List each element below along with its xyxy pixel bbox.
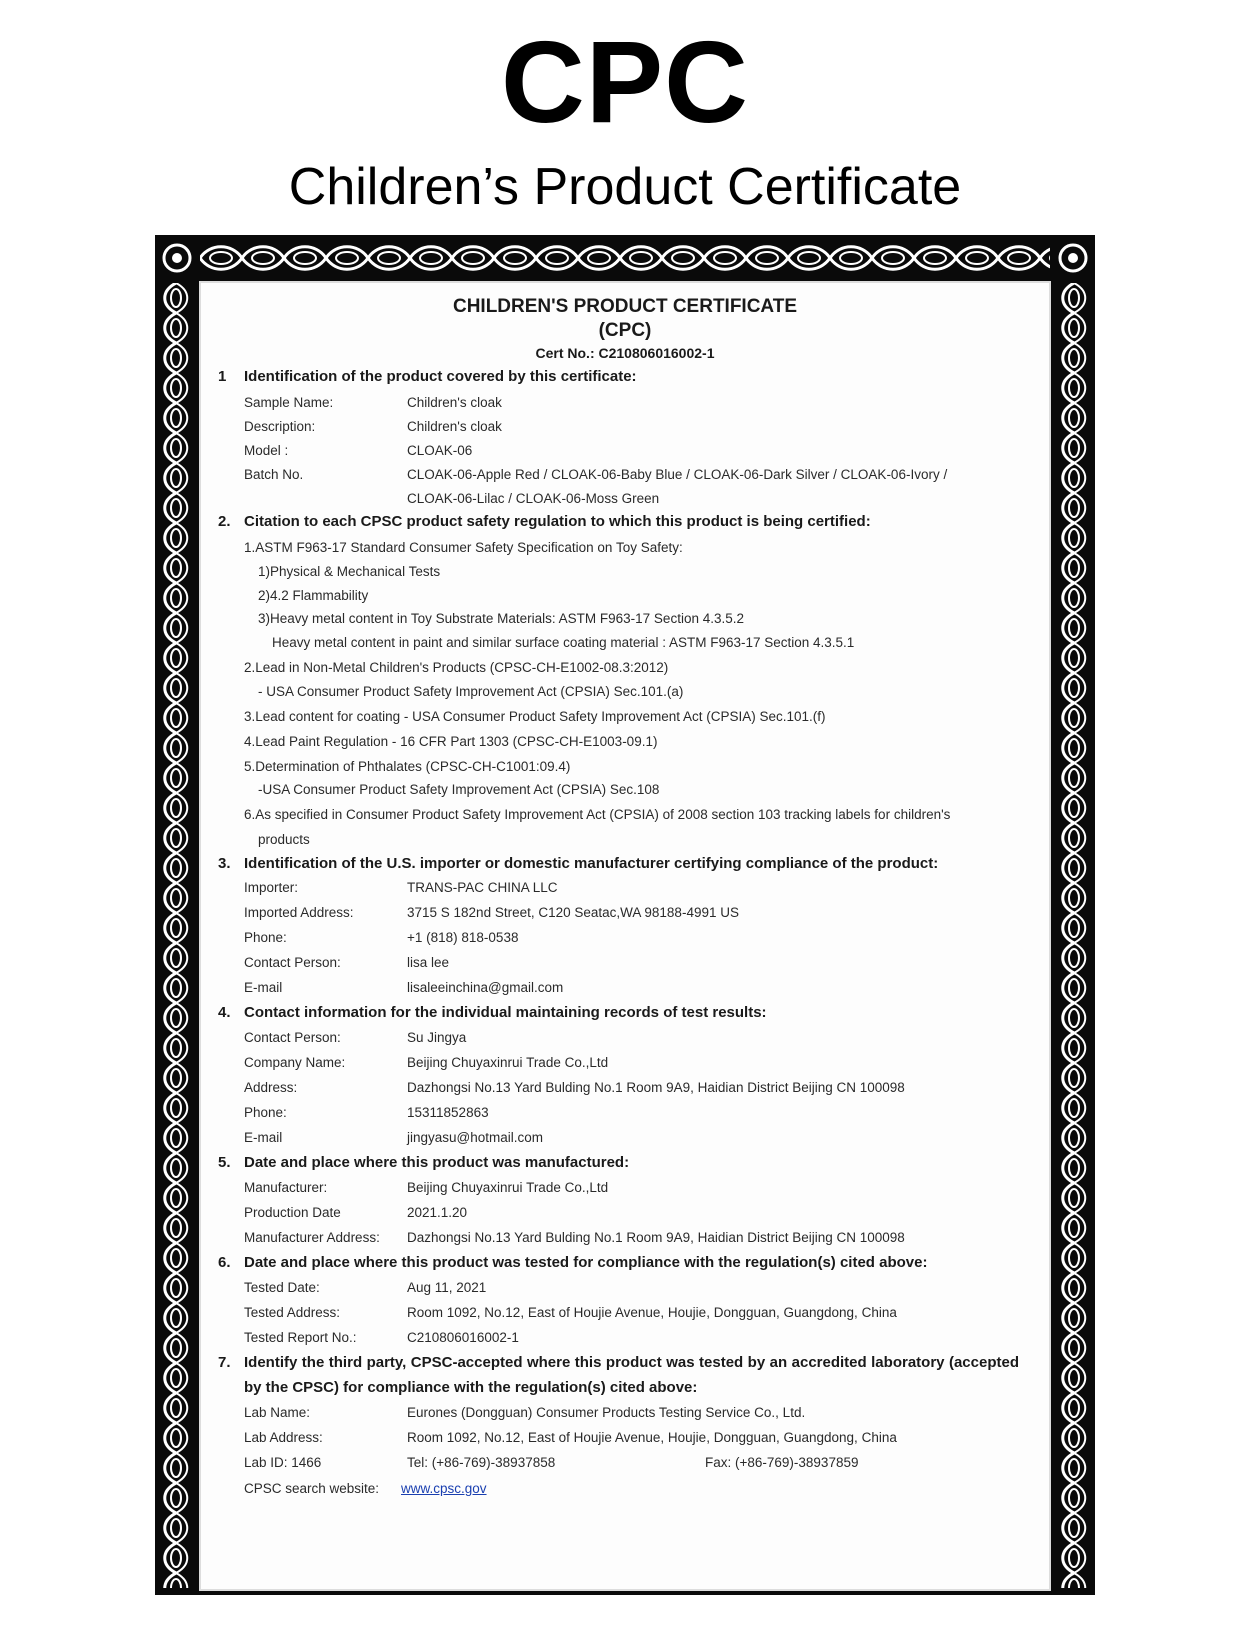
field-label: E-mail — [244, 980, 283, 995]
section-heading: Identification of the U.S. importer or domestic manufacturer certifying compliance of the product: — [244, 855, 939, 872]
lab-fax: Fax: (+86-769)-38937859 — [705, 1455, 859, 1470]
field-label: Address: — [244, 1080, 298, 1095]
field-value: CLOAK-06 — [407, 443, 473, 458]
regulation-line: 2.Lead in Non-Metal Children's Products (CPSC-CH-E1002-08.3:2012) — [244, 660, 669, 675]
field-value: TRANS-PAC CHINA LLC — [407, 880, 558, 895]
regulation-line: 1)Physical & Mechanical Tests — [258, 564, 441, 579]
section-number: 3. — [218, 855, 231, 872]
field-label: Imported Address: — [244, 905, 354, 920]
field-value: C210806016002-1 — [407, 1330, 519, 1345]
field-value: jingyasu@hotmail.com — [407, 1130, 544, 1145]
field-label: Contact Person: — [244, 1030, 341, 1045]
certificate-sheet — [199, 281, 1051, 1591]
field-value: Eurones (Dongguan) Consumer Products Testing Service Co., Ltd. — [407, 1405, 806, 1420]
section-heading: Date and place where this product was tested for compliance with the regulation(s) cited above: — [244, 1254, 928, 1271]
field-label: Tested Report No.: — [244, 1330, 357, 1345]
section-number: 6. — [218, 1254, 231, 1271]
page-heading: CPC — [501, 17, 749, 147]
frame-border-top — [200, 239, 1050, 277]
lab-id: Lab ID: 1466 — [244, 1455, 322, 1470]
field-label: Manufacturer Address: — [244, 1230, 380, 1245]
certificate-number: Cert No.: C210806016002-1 — [535, 345, 715, 361]
regulation-line: -USA Consumer Product Safety Improvement Act (CPSIA) Sec.108 — [258, 782, 660, 797]
section-heading: Identify the third party, CPSC-accepted where this product was tested by an accredited laboratory (accepted by the CPSC) for compliance with the regulation(s) cited above: — [244, 1354, 1019, 1396]
field-label: Phone: — [244, 1105, 287, 1120]
field-value: CLOAK-06-Apple Red / CLOAK-06-Baby Blue / CLOAK-06-Dark Silver / CLOAK-06-Ivory / — [407, 467, 948, 482]
regulation-line: 2)4.2 Flammability — [258, 588, 369, 603]
section-number: 1 — [218, 368, 227, 385]
lab-tel: Tel: (+86-769)-38937858 — [407, 1455, 556, 1470]
field-value: Children's cloak — [407, 395, 502, 410]
section-heading: Identification of the product covered by this certificate: — [244, 368, 637, 385]
field-label: Production Date — [244, 1205, 341, 1220]
field-value: Dazhongsi No.13 Yard Bulding No.1 Room 9A9, Haidian District Beijing CN 100098 — [407, 1080, 905, 1095]
field-value: Su Jingya — [407, 1030, 467, 1045]
field-label: Tested Date: — [244, 1280, 320, 1295]
cpsc-website-link[interactable]: www.cpsc.gov — [401, 1481, 487, 1496]
field-value: Beijing Chuyaxinrui Trade Co.,Ltd — [407, 1055, 609, 1070]
frame-corner-ornament — [1055, 240, 1091, 276]
field-label: Tested Address: — [244, 1305, 341, 1320]
section-number: 4. — [218, 1004, 231, 1021]
field-value: 3715 S 182nd Street, C120 Seatac,WA 98188-4991 US — [407, 905, 739, 920]
field-value: Room 1092, No.12, East of Houjie Avenue, Houjie, Dongguan, Guangdong, China — [407, 1305, 897, 1320]
field-label: E-mail — [244, 1130, 283, 1145]
field-label: Model : — [244, 443, 289, 458]
regulation-line: products — [258, 832, 310, 847]
certificate-frame — [155, 235, 1095, 1595]
field-label: Importer: — [244, 880, 299, 895]
frame-corner-ornament — [159, 240, 195, 276]
field-label: Description: — [244, 419, 316, 434]
section-number: 5. — [218, 1154, 231, 1171]
regulation-line: Heavy metal content in paint and similar surface coating material : ASTM F963-17 Section 4.3.5.1 — [272, 635, 855, 650]
field-label: CPSC search website: — [244, 1481, 380, 1496]
section-number: 2. — [218, 513, 231, 530]
field-label: Lab Address: — [244, 1430, 323, 1445]
field-value: Beijing Chuyaxinrui Trade Co.,Ltd — [407, 1180, 609, 1195]
regulation-line: 3.Lead content for coating - USA Consumer Product Safety Improvement Act (CPSIA) Sec.101.(f) — [244, 709, 826, 724]
frame-border-right — [1057, 283, 1091, 1588]
field-value: Room 1092, No.12, East of Houjie Avenue, Houjie, Dongguan, Guangdong, China — [407, 1430, 897, 1445]
regulation-line: 1.ASTM F963-17 Standard Consumer Safety Specification on Toy Safety: — [244, 540, 683, 555]
field-label: Sample Name: — [244, 395, 334, 410]
regulation-line: 4.Lead Paint Regulation - 16 CFR Part 1303 (CPSC-CH-E1003-09.1) — [244, 734, 658, 749]
field-value: Dazhongsi No.13 Yard Bulding No.1 Room 9A9, Haidian District Beijing CN 100098 — [407, 1230, 905, 1245]
page-subheading: Children’s Product Certificate — [288, 158, 962, 216]
regulation-line: 3)Heavy metal content in Toy Substrate Materials: ASTM F963-17 Section 4.3.5.2 — [258, 611, 744, 626]
regulation-line: 5.Determination of Phthalates (CPSC-CH-C1001:09.4) — [244, 759, 571, 774]
field-label: Phone: — [244, 930, 287, 945]
field-value: +1 (818) 818-0538 — [407, 930, 519, 945]
certificate-abbr: (CPC) — [598, 320, 652, 341]
field-value: lisaleeinchina@gmail.com — [407, 980, 564, 995]
section-heading: Citation to each CPSC product safety regulation to which this product is being certified: — [244, 513, 871, 530]
regulation-line: - USA Consumer Product Safety Improvement Act (CPSIA) Sec.101.(a) — [258, 684, 684, 699]
field-value: lisa lee — [407, 955, 450, 970]
field-value: CLOAK-06-Lilac / CLOAK-06-Moss Green — [407, 491, 660, 506]
section-number: 7. — [218, 1354, 231, 1371]
field-value: Aug 11, 2021 — [407, 1280, 487, 1295]
field-label: Contact Person: — [244, 955, 341, 970]
field-value: 15311852863 — [407, 1105, 489, 1120]
frame-border-left — [159, 283, 193, 1588]
field-label: Batch No. — [244, 467, 304, 482]
field-label: Manufacturer: — [244, 1180, 328, 1195]
field-value: 2021.1.20 — [407, 1205, 468, 1220]
certificate-title: CHILDREN'S PRODUCT CERTIFICATE — [452, 296, 798, 317]
field-value: Children's cloak — [407, 419, 502, 434]
field-label: Company Name: — [244, 1055, 346, 1070]
regulation-line: 6.As specified in Consumer Product Safety Improvement Act (CPSIA) of 2008 section 103 tracking labels for children's — [244, 807, 951, 822]
section-heading: Contact information for the individual maintaining records of test results: — [244, 1004, 767, 1021]
field-label: Lab Name: — [244, 1405, 311, 1420]
section-heading: Date and place where this product was manufactured: — [244, 1154, 630, 1171]
